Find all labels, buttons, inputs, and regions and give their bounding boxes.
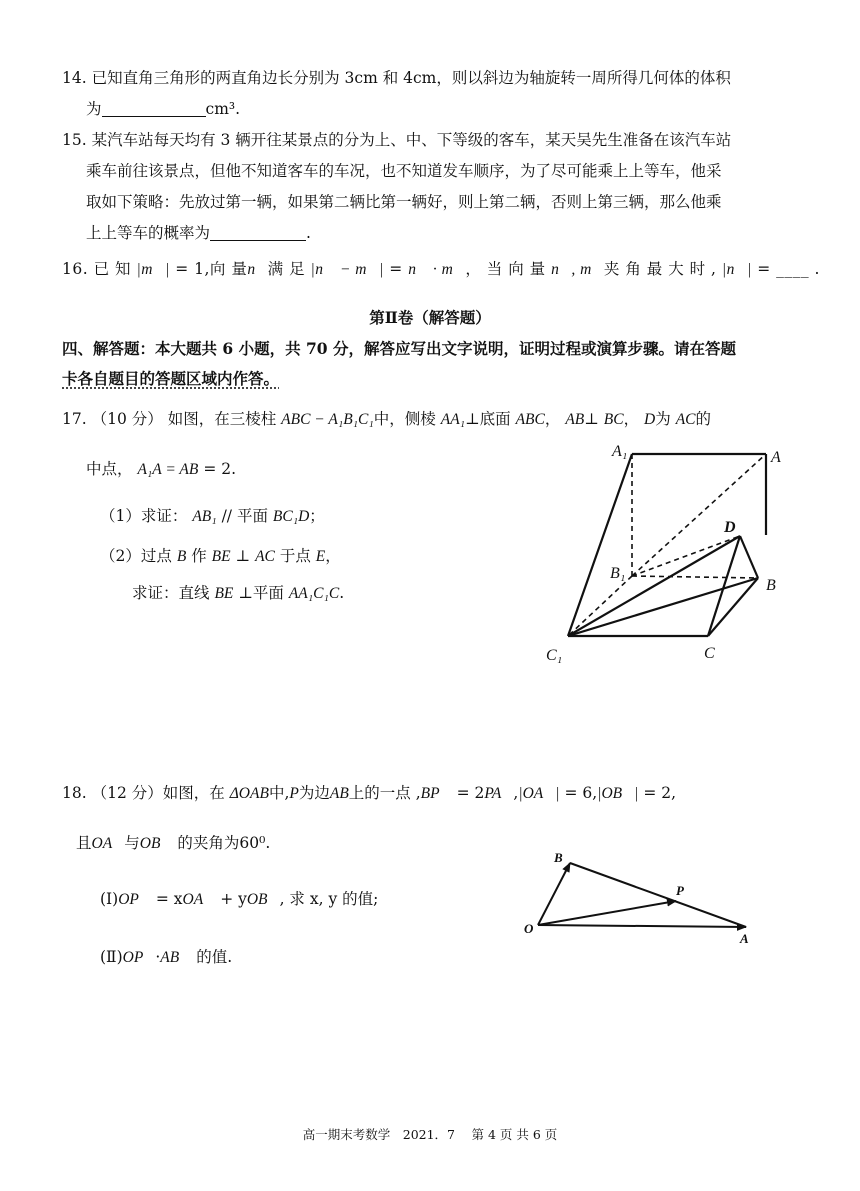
q14-answer-blank[interactable] <box>102 100 206 117</box>
label-c: C <box>704 645 715 662</box>
label-a: A <box>771 449 781 466</box>
section-instruction-line2: 卡各自题目的答题区域内作答。 <box>62 369 280 388</box>
edge-b1-a-hidden <box>632 454 766 576</box>
label-b-point: B <box>554 850 563 865</box>
triangle-oab-figure <box>520 845 760 955</box>
q18-line2: 且OA⃗与OB⃗ 的夹角为60⁰. <box>76 834 271 852</box>
q18-number: 18. <box>62 784 87 802</box>
section-title: 第Ⅱ卷（解答题） <box>369 308 491 327</box>
edge-b1-b-hidden <box>632 576 758 578</box>
q15-line3: 取如下策略：先放过第一辆，如果第二辆比第一辆好，则上第二辆，否则上第三辆，那么他乘 <box>86 193 722 211</box>
label-o-point: O <box>524 921 534 936</box>
q17-part1: （1）求证： AB₁ // 平面 BC₁D； <box>100 507 325 525</box>
q18-line1: 18. （12 分）如图，在 ΔOAB中,P为边AB上的一点 ,BP⃗ = 2PA⃗,|OA⃗| = 6,|OB⃗| = 2, <box>62 784 677 802</box>
abs-m-vector: |m⃗| <box>136 261 170 278</box>
label-p-point: P <box>676 883 684 898</box>
prism-figure <box>540 440 790 670</box>
edge-b1-d-hidden <box>632 536 740 576</box>
label-c1: C₁ <box>546 647 563 664</box>
q15-number: 15. <box>62 131 87 149</box>
q15-answer-blank[interactable] <box>210 224 306 241</box>
edge-a1-c1 <box>568 454 632 636</box>
vector-op <box>538 901 676 925</box>
q16-answer-blank[interactable]: = ____ . <box>757 260 820 278</box>
segment-ba <box>570 863 746 927</box>
q17-score: （10 分） <box>91 410 163 428</box>
q14-line1 <box>62 67 731 89</box>
label-a1: A₁ <box>612 443 628 460</box>
edge-c1-b <box>568 578 758 636</box>
q17-line1: 17. （10 分） 如图，在三棱柱 ABC − A₁B₁C₁中，侧棱 AA₁⊥底面 ABC， AB⊥ BC， D为 AC的 <box>62 410 712 428</box>
q17-number: 17. <box>62 410 87 428</box>
edge-d-b <box>740 536 758 578</box>
vector-oa <box>538 925 746 927</box>
page-footer: 高一期末考数学 2021．7 第 4 页 共 6 页 <box>302 1127 558 1142</box>
q16-line: 16. 已 知 |m⃗| = 1,向 量n⃗满 足 |n⃗ − m⃗| = n⃗ · m⃗， 当 向 量 n⃗, m⃗夹 角 最 大 时 , |n⃗| = ____ . <box>62 260 820 278</box>
edge-c1-d <box>568 536 740 636</box>
q16-number: 16. <box>62 260 89 278</box>
q15-line2: 乘车前往该景点，但他不知道客车的车况，也不知道发车顺序，为了尽可能乘上上等车，他采 <box>86 162 722 180</box>
abs-n-vector: |n⃗| <box>721 261 752 278</box>
q14-line2: 为 cm³. <box>86 100 241 118</box>
q17-line2: 中点， A₁A = AB = 2. <box>86 460 237 478</box>
q18-score: （12 分） <box>91 784 163 802</box>
label-a-point: A <box>740 931 749 946</box>
section-instruction-line1: 四、解答题：本大题共 6 小题，共 70 分，解答应写出文字说明，证明过程或演算步骤。请在答题 <box>62 339 736 358</box>
q14-number: 14. <box>62 69 87 87</box>
vector-ob <box>538 863 570 925</box>
q18-part2: (Ⅱ)OP⃗·AB⃗ 的值. <box>100 948 233 966</box>
label-b1: B₁ <box>610 565 626 582</box>
q15-line4: 上上等车的概率为 . <box>86 224 311 242</box>
q18-part1: (Ⅰ)OP⃗ = xOA⃗ + yOB⃗, 求 x, y 的值; <box>100 890 379 908</box>
q17-part2: （2）过点 B 作 BE ⊥ AC 于点 E， <box>100 547 341 565</box>
q15-line1: 15. 某汽车站每天均有 3 辆开往某景点的分为上、中、下等级的客车，某天吴先生准备在该汽车站 <box>62 131 732 149</box>
abs-n-minus-m: |n⃗ − m⃗| <box>310 261 384 278</box>
label-d: D <box>724 519 736 536</box>
label-b: B <box>766 577 776 594</box>
q17-part2-claim: 求证：直线 BE ⊥平面 AA₁C₁C. <box>132 584 345 602</box>
q14-text: 已知直角三角形的两直角边长分别为 3cm 和 4cm，则以斜边为轴旋转一周所得几何体的体积 <box>91 69 731 87</box>
